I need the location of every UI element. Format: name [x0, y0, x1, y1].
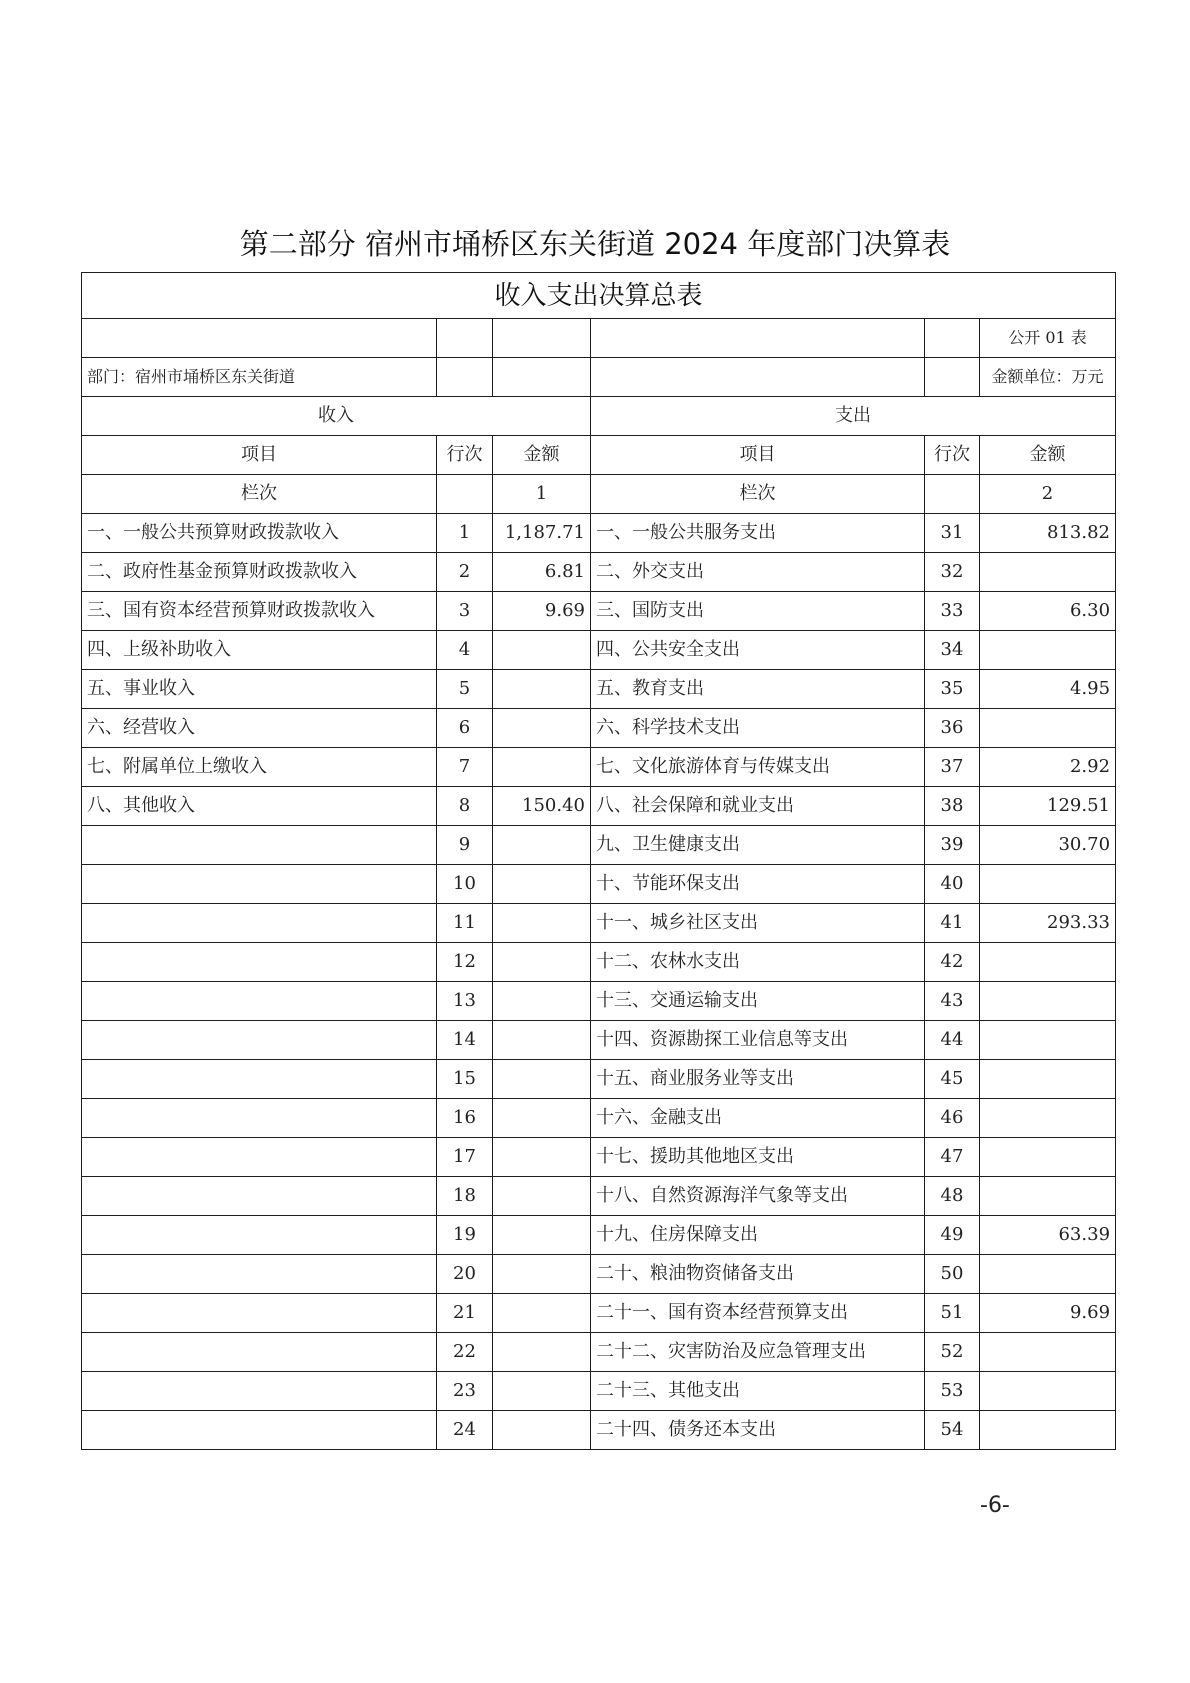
table-row — [82, 865, 1116, 904]
expense-item-cell: 二、外交支出 — [591, 553, 925, 592]
expense-line-cell: 52 — [925, 1333, 980, 1372]
income-item-cell: 三、国有资本经营预算财政拨款收入 — [82, 592, 437, 631]
table-row — [82, 1177, 1116, 1216]
table-row — [82, 592, 1116, 631]
expense-amount-cell — [980, 1372, 1116, 1411]
income-line-cell: 3 — [437, 592, 493, 631]
expense-item-cell: 九、卫生健康支出 — [591, 826, 925, 865]
income-item-cell — [82, 1255, 437, 1294]
expense-item-cell: 十七、援助其他地区支出 — [591, 1138, 925, 1177]
table-row — [82, 1255, 1116, 1294]
expense-amount-cell: 813.82 — [980, 514, 1116, 553]
expense-amount-cell — [980, 865, 1116, 904]
empty-cell — [925, 475, 980, 514]
table-title: 收入支出决算总表 — [82, 273, 1116, 319]
income-line-cell: 11 — [437, 904, 493, 943]
table-row — [82, 709, 1116, 748]
income-line-cell: 20 — [437, 1255, 493, 1294]
expense-item-cell: 八、社会保障和就业支出 — [591, 787, 925, 826]
table-row — [82, 982, 1116, 1021]
expense-item-cell: 十、节能环保支出 — [591, 865, 925, 904]
expense-line-header: 行次 — [925, 436, 980, 475]
expense-line-cell: 39 — [925, 826, 980, 865]
form-code: 公开 01 表 — [980, 319, 1116, 358]
income-item-cell — [82, 1294, 437, 1333]
expense-item-cell: 六、科学技术支出 — [591, 709, 925, 748]
income-expense-table — [81, 272, 1116, 1450]
income-header: 收入 — [82, 397, 591, 436]
meta-row-1 — [82, 319, 1116, 358]
table-row — [82, 1333, 1116, 1372]
income-item-cell — [82, 1099, 437, 1138]
table-row — [82, 631, 1116, 670]
expense-amount-cell: 2.92 — [980, 748, 1116, 787]
department-label: 部门：宿州市埇桥区东关街道 — [82, 358, 437, 397]
income-item-cell: 一、一般公共预算财政拨款收入 — [82, 514, 437, 553]
income-item-cell: 七、附属单位上缴收入 — [82, 748, 437, 787]
expense-amount-cell — [980, 1060, 1116, 1099]
income-line-cell: 19 — [437, 1216, 493, 1255]
expense-line-cell: 38 — [925, 787, 980, 826]
expense-amount-cell: 30.70 — [980, 826, 1116, 865]
empty-cell — [82, 319, 437, 358]
income-item-cell — [82, 1177, 437, 1216]
income-line-cell: 14 — [437, 1021, 493, 1060]
column-index-row — [82, 475, 1116, 514]
income-amount-cell — [493, 943, 591, 982]
income-line-cell: 21 — [437, 1294, 493, 1333]
empty-cell — [493, 358, 591, 397]
empty-cell — [591, 358, 925, 397]
expense-amount-cell — [980, 553, 1116, 592]
expense-amount-cell: 63.39 — [980, 1216, 1116, 1255]
table-row — [82, 670, 1116, 709]
expense-amount-cell: 6.30 — [980, 592, 1116, 631]
expense-amount-cell — [980, 631, 1116, 670]
income-amount-cell — [493, 670, 591, 709]
expense-amount-cell — [980, 982, 1116, 1021]
expense-item-cell: 十四、资源勘探工业信息等支出 — [591, 1021, 925, 1060]
table-row — [82, 1138, 1116, 1177]
table-row — [82, 1372, 1116, 1411]
table-row — [82, 1099, 1116, 1138]
empty-cell — [437, 358, 493, 397]
section-header-row — [82, 397, 1116, 436]
table-row — [82, 826, 1116, 865]
expense-item-cell: 十二、农林水支出 — [591, 943, 925, 982]
income-item-cell: 八、其他收入 — [82, 787, 437, 826]
income-amount-cell — [493, 1216, 591, 1255]
expense-amount-cell — [980, 1177, 1116, 1216]
income-item-cell: 五、事业收入 — [82, 670, 437, 709]
income-line-cell: 4 — [437, 631, 493, 670]
expense-line-cell: 42 — [925, 943, 980, 982]
expense-line-cell: 41 — [925, 904, 980, 943]
income-amount-cell: 9.69 — [493, 592, 591, 631]
income-item-cell — [82, 865, 437, 904]
expense-line-cell: 50 — [925, 1255, 980, 1294]
expense-item-cell: 四、公共安全支出 — [591, 631, 925, 670]
income-line-cell: 23 — [437, 1372, 493, 1411]
expense-line-cell: 54 — [925, 1411, 980, 1450]
income-amount-cell — [493, 1255, 591, 1294]
expense-line-cell: 51 — [925, 1294, 980, 1333]
income-amount-cell — [493, 1060, 591, 1099]
expense-index-label: 栏次 — [591, 475, 925, 514]
income-line-cell: 9 — [437, 826, 493, 865]
expense-item-header: 项目 — [591, 436, 925, 475]
income-item-cell — [82, 1216, 437, 1255]
table-row — [82, 1294, 1116, 1333]
column-header-row — [82, 436, 1116, 475]
expense-amount-cell — [980, 1021, 1116, 1060]
income-item-cell: 四、上级补助收入 — [82, 631, 437, 670]
income-amount-cell: 6.81 — [493, 553, 591, 592]
income-amount-cell — [493, 904, 591, 943]
income-item-header: 项目 — [82, 436, 437, 475]
income-line-cell: 7 — [437, 748, 493, 787]
expense-line-cell: 47 — [925, 1138, 980, 1177]
expense-line-cell: 49 — [925, 1216, 980, 1255]
expense-line-cell: 48 — [925, 1177, 980, 1216]
income-line-cell: 17 — [437, 1138, 493, 1177]
expense-amount-cell: 129.51 — [980, 787, 1116, 826]
income-line-cell: 5 — [437, 670, 493, 709]
income-item-cell — [82, 943, 437, 982]
income-line-cell: 6 — [437, 709, 493, 748]
expense-amount-cell — [980, 709, 1116, 748]
expense-line-cell: 44 — [925, 1021, 980, 1060]
income-line-cell: 1 — [437, 514, 493, 553]
expense-item-cell: 十一、城乡社区支出 — [591, 904, 925, 943]
income-item-cell — [82, 904, 437, 943]
table-row — [82, 748, 1116, 787]
expense-item-cell: 二十二、灾害防治及应急管理支出 — [591, 1333, 925, 1372]
expense-line-cell: 43 — [925, 982, 980, 1021]
income-line-cell: 8 — [437, 787, 493, 826]
income-line-cell: 22 — [437, 1333, 493, 1372]
expense-column-number: 2 — [980, 475, 1116, 514]
income-line-cell: 18 — [437, 1177, 493, 1216]
income-amount-cell — [493, 1333, 591, 1372]
income-item-cell: 二、政府性基金预算财政拨款收入 — [82, 553, 437, 592]
expense-amount-cell: 293.33 — [980, 904, 1116, 943]
income-column-number: 1 — [493, 475, 591, 514]
income-amount-cell — [493, 826, 591, 865]
income-amount-cell — [493, 1021, 591, 1060]
document-title: 第二部分 宿州市埇桥区东关街道 2024 年度部门决算表 — [239, 227, 951, 261]
table-row — [82, 514, 1116, 553]
income-item-cell — [82, 1138, 437, 1177]
expense-item-cell: 二十、粮油物资储备支出 — [591, 1255, 925, 1294]
income-amount-header: 金额 — [493, 436, 591, 475]
income-amount-cell — [493, 748, 591, 787]
income-line-cell: 15 — [437, 1060, 493, 1099]
empty-cell — [925, 358, 980, 397]
expense-amount-header: 金额 — [980, 436, 1116, 475]
expense-line-cell: 37 — [925, 748, 980, 787]
income-item-cell — [82, 1333, 437, 1372]
expense-line-cell: 36 — [925, 709, 980, 748]
table-row — [82, 1060, 1116, 1099]
expense-item-cell: 十九、住房保障支出 — [591, 1216, 925, 1255]
expense-line-cell: 32 — [925, 553, 980, 592]
income-amount-cell — [493, 631, 591, 670]
income-line-cell: 12 — [437, 943, 493, 982]
expense-line-cell: 40 — [925, 865, 980, 904]
income-line-header: 行次 — [437, 436, 493, 475]
income-amount-cell — [493, 982, 591, 1021]
empty-cell — [925, 319, 980, 358]
expense-amount-cell — [980, 1411, 1116, 1450]
income-line-cell: 24 — [437, 1411, 493, 1450]
income-amount-cell — [493, 1294, 591, 1333]
income-amount-cell — [493, 709, 591, 748]
table-row — [82, 1411, 1116, 1450]
empty-cell — [437, 319, 493, 358]
income-line-cell: 13 — [437, 982, 493, 1021]
expense-amount-cell: 4.95 — [980, 670, 1116, 709]
table-row — [82, 787, 1116, 826]
expense-line-cell: 45 — [925, 1060, 980, 1099]
expense-item-cell: 五、教育支出 — [591, 670, 925, 709]
income-amount-cell — [493, 1138, 591, 1177]
expense-item-cell: 十五、商业服务业等支出 — [591, 1060, 925, 1099]
table-row — [82, 943, 1116, 982]
expense-line-cell: 53 — [925, 1372, 980, 1411]
income-line-cell: 16 — [437, 1099, 493, 1138]
income-amount-cell — [493, 865, 591, 904]
meta-row-2 — [82, 358, 1116, 397]
expense-amount-cell — [980, 1333, 1116, 1372]
unit-label: 金额单位：万元 — [980, 358, 1116, 397]
income-item-cell — [82, 1021, 437, 1060]
income-index-label: 栏次 — [82, 475, 437, 514]
income-amount-cell — [493, 1411, 591, 1450]
expense-item-cell: 二十三、其他支出 — [591, 1372, 925, 1411]
expense-item-cell: 七、文化旅游体育与传媒支出 — [591, 748, 925, 787]
expense-item-cell: 三、国防支出 — [591, 592, 925, 631]
expense-item-cell: 二十一、国有资本经营预算支出 — [591, 1294, 925, 1333]
expense-amount-cell — [980, 1255, 1116, 1294]
table-row — [82, 1216, 1116, 1255]
income-item-cell — [82, 826, 437, 865]
expense-line-cell: 34 — [925, 631, 980, 670]
income-amount-cell — [493, 1372, 591, 1411]
income-item-cell — [82, 1411, 437, 1450]
income-line-cell: 10 — [437, 865, 493, 904]
expense-amount-cell — [980, 943, 1116, 982]
empty-cell — [493, 319, 591, 358]
empty-cell — [437, 475, 493, 514]
income-amount-cell — [493, 1099, 591, 1138]
income-amount-cell: 1,187.71 — [493, 514, 591, 553]
expense-amount-cell — [980, 1099, 1116, 1138]
expense-amount-cell: 9.69 — [980, 1294, 1116, 1333]
expense-item-cell: 一、一般公共服务支出 — [591, 514, 925, 553]
expense-line-cell: 33 — [925, 592, 980, 631]
income-item-cell — [82, 1060, 437, 1099]
expense-amount-cell — [980, 1138, 1116, 1177]
expense-line-cell: 31 — [925, 514, 980, 553]
income-item-cell — [82, 1372, 437, 1411]
table-title-row — [82, 273, 1116, 319]
expense-header: 支出 — [591, 397, 1116, 436]
income-amount-cell — [493, 1177, 591, 1216]
expense-line-cell: 35 — [925, 670, 980, 709]
expense-item-cell: 十三、交通运输支出 — [591, 982, 925, 1021]
income-item-cell: 六、经营收入 — [82, 709, 437, 748]
table-row — [82, 553, 1116, 592]
income-amount-cell: 150.40 — [493, 787, 591, 826]
income-item-cell — [82, 982, 437, 1021]
expense-item-cell: 二十四、债务还本支出 — [591, 1411, 925, 1450]
page-number: -6- — [980, 1493, 1010, 1518]
empty-cell — [591, 319, 925, 358]
table-row — [82, 904, 1116, 943]
income-line-cell: 2 — [437, 553, 493, 592]
expense-item-cell: 十八、自然资源海洋气象等支出 — [591, 1177, 925, 1216]
table-row — [82, 1021, 1116, 1060]
expense-item-cell: 十六、金融支出 — [591, 1099, 925, 1138]
expense-line-cell: 46 — [925, 1099, 980, 1138]
